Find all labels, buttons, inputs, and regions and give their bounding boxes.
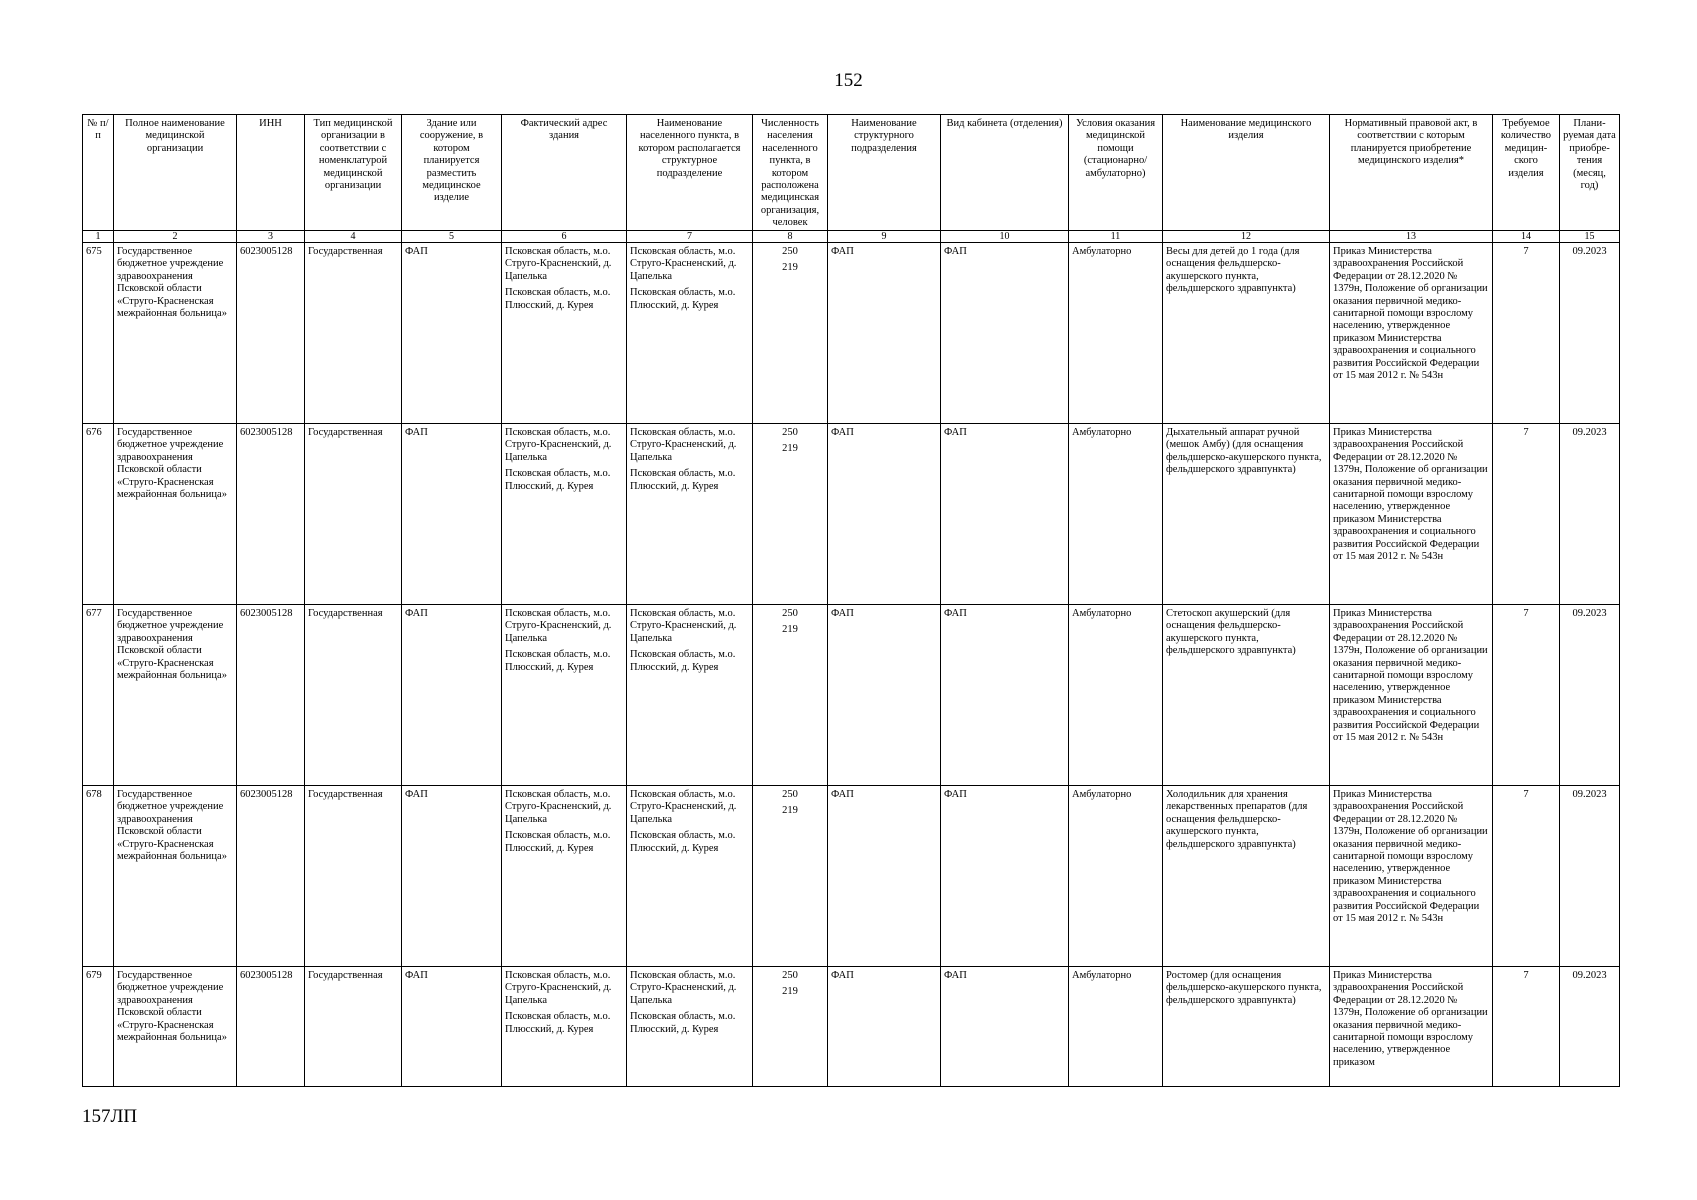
address-line: Псковская область, м.о. Плюсский, д. Курея: [505, 468, 611, 492]
col-number: 1: [83, 231, 114, 243]
locality-line: Псковская область, м.о. Струго-Красненский, д. Цапелька: [630, 427, 737, 463]
population-value: 219: [782, 805, 798, 817]
col-header: Наименование структурного подразделения: [828, 115, 941, 231]
locality-line: Псковская область, м.о. Плюсский, д. Курея: [630, 830, 736, 854]
device-name: Ростомер (для оснащения фельдшерско-акушерского пункта, фельдшерского здравпункта): [1163, 967, 1330, 1087]
org-name: Государственное бюджетное учреждение здравоохранения Псковской области «Струго-Красненская межрайонная больница»: [114, 605, 237, 786]
col-number: 4: [305, 231, 402, 243]
col-header: Вид кабинета (отделения): [941, 115, 1069, 231]
building: ФАП: [402, 243, 502, 424]
locality-line: Псковская область, м.о. Плюсский, д. Курея: [630, 468, 736, 492]
row-number: 675: [83, 243, 114, 424]
inn: 6023005128: [237, 243, 305, 424]
legal-act: Приказ Министерства здравоохранения Российской Федерации от 28.12.2020 № 1379н, Положение об организации оказания первичной медико-санитарной помощи взрослому населению, утвержденное приказом Министерства здравоохранения и социального развития Российской Федерации от 15 мая 2012 г. № 543н: [1330, 424, 1493, 605]
device-name: Стетоскоп акушерский (для оснащения фельдшерско-акушерского пункта, фельдшерского здравпункта): [1163, 605, 1330, 786]
table-row: [83, 967, 1620, 1087]
org-name: Государственное бюджетное учреждение здравоохранения Псковской области «Струго-Красненская межрайонная больница»: [114, 424, 237, 605]
table-row: [83, 786, 1620, 967]
cabinet: ФАП: [941, 786, 1069, 967]
column-number-row: [83, 231, 1620, 243]
locality-line: Псковская область, м.о. Струго-Красненский, д. Цапелька: [630, 246, 737, 282]
address-line: Псковская область, м.о. Струго-Красненский, д. Цапелька: [505, 427, 612, 463]
col-number: 11: [1069, 231, 1163, 243]
locality-line: Псковская область, м.о. Плюсский, д. Курея: [630, 287, 736, 311]
legal-act: Приказ Министерства здравоохранения Российской Федерации от 28.12.2020 № 1379н, Положение об организации оказания первичной медико-санитарной помощи взрослому населению, утвержденное приказом Министерства здравоохранения и социального развития Российской Федерации от 15 мая 2012 г. № 543н: [1330, 605, 1493, 786]
cabinet: ФАП: [941, 605, 1069, 786]
registry-table: [82, 114, 1620, 1087]
address-line: Псковская область, м.о. Струго-Красненский, д. Цапелька: [505, 789, 612, 825]
inn: 6023005128: [237, 424, 305, 605]
address-line: Псковская область, м.о. Плюсский, д. Курея: [505, 649, 611, 673]
col-number: 12: [1163, 231, 1330, 243]
device-name: Дыхательный аппарат ручной (мешок Амбу) (для оснащения фельдшерско-акушерского пункта, фельдшерского здравпункта): [1163, 424, 1330, 605]
col-header: ИНН: [237, 115, 305, 231]
population-value: 219: [782, 443, 798, 455]
address-line: Псковская область, м.о. Струго-Красненский, д. Цапелька: [505, 246, 612, 282]
quantity: 7: [1493, 243, 1560, 424]
col-header: Наименование населенного пункта, в котором располагается структурное подразделение: [627, 115, 753, 231]
quantity: 7: [1493, 424, 1560, 605]
population-value: 250: [782, 246, 798, 257]
col-header: Здание или сооружение, в котором планируется разместить медицинское изделие: [402, 115, 502, 231]
unit: ФАП: [828, 424, 941, 605]
address-cell: [502, 967, 627, 1087]
col-number: 10: [941, 231, 1069, 243]
locality-cell: [627, 243, 753, 424]
col-header: Полное наименование медицинской организации: [114, 115, 237, 231]
col-number: 3: [237, 231, 305, 243]
population-cell: [753, 967, 828, 1087]
quantity: 7: [1493, 786, 1560, 967]
population-value: 250: [782, 789, 798, 800]
cabinet: ФАП: [941, 424, 1069, 605]
population-value: 219: [782, 624, 798, 636]
address-cell: [502, 424, 627, 605]
population-value: 219: [782, 262, 798, 274]
unit: ФАП: [828, 243, 941, 424]
col-number: 8: [753, 231, 828, 243]
building: ФАП: [402, 424, 502, 605]
address-line: Псковская область, м.о. Плюсский, д. Курея: [505, 287, 611, 311]
device-name: Холодильник для хранения лекарственных препаратов (для оснащения фельдшерско-акушерского пункта, фельдшерского здравпункта): [1163, 786, 1330, 967]
unit: ФАП: [828, 605, 941, 786]
quantity: 7: [1493, 605, 1560, 786]
col-header: Фактический адрес здания: [502, 115, 627, 231]
org-type: Государственная: [305, 967, 402, 1087]
device-name: Весы для детей до 1 года (для оснащения фельдшерско-акушерского пункта, фельдшерского здравпункта): [1163, 243, 1330, 424]
col-number: 5: [402, 231, 502, 243]
inn: 6023005128: [237, 786, 305, 967]
locality-line: Псковская область, м.о. Плюсский, д. Курея: [630, 1011, 736, 1035]
col-header: Требуемое количество медицин-ского изделия: [1493, 115, 1560, 231]
cabinet: ФАП: [941, 243, 1069, 424]
locality-line: Псковская область, м.о. Струго-Красненский, д. Цапелька: [630, 789, 737, 825]
locality-cell: [627, 786, 753, 967]
document-code: 157ЛП: [82, 1106, 138, 1127]
population-cell: [753, 605, 828, 786]
address-line: Псковская область, м.о. Плюсский, д. Курея: [505, 1011, 611, 1035]
unit: ФАП: [828, 786, 941, 967]
building: ФАП: [402, 967, 502, 1087]
table-row: [83, 605, 1620, 786]
conditions: Амбулаторно: [1069, 243, 1163, 424]
conditions: Амбулаторно: [1069, 967, 1163, 1087]
legal-act: Приказ Министерства здравоохранения Российской Федерации от 28.12.2020 № 1379н, Положение об организации оказания первичной медико-санитарной помощи взрослому населению, утвержденное приказом: [1330, 967, 1493, 1087]
col-header: № п/п: [83, 115, 114, 231]
planned-date: 09.2023: [1560, 424, 1620, 605]
org-name: Государственное бюджетное учреждение здравоохранения Псковской области «Струго-Красненская межрайонная больница»: [114, 243, 237, 424]
inn: 6023005128: [237, 605, 305, 786]
row-number: 678: [83, 786, 114, 967]
org-type: Государственная: [305, 786, 402, 967]
unit: ФАП: [828, 967, 941, 1087]
org-type: Государственная: [305, 424, 402, 605]
conditions: Амбулаторно: [1069, 786, 1163, 967]
page-number: 152: [834, 70, 863, 91]
address-line: Псковская область, м.о. Струго-Красненский, д. Цапелька: [505, 970, 612, 1006]
population-cell: [753, 786, 828, 967]
planned-date: 09.2023: [1560, 967, 1620, 1087]
col-number: 2: [114, 231, 237, 243]
population-cell: [753, 243, 828, 424]
table-row: [83, 243, 1620, 424]
org-type: Государственная: [305, 605, 402, 786]
population-cell: [753, 424, 828, 605]
address-line: Псковская область, м.о. Струго-Красненский, д. Цапелька: [505, 608, 612, 644]
address-cell: [502, 605, 627, 786]
col-header: Тип медицинской организации в соответствии с номенклатурой медицинской организации: [305, 115, 402, 231]
col-number: 14: [1493, 231, 1560, 243]
locality-cell: [627, 424, 753, 605]
building: ФАП: [402, 786, 502, 967]
org-name: Государственное бюджетное учреждение здравоохранения Псковской области «Струго-Красненская межрайонная больница»: [114, 786, 237, 967]
table-row: [83, 424, 1620, 605]
cabinet: ФАП: [941, 967, 1069, 1087]
planned-date: 09.2023: [1560, 243, 1620, 424]
col-header: Наименование медицинского изделия: [1163, 115, 1330, 231]
address-line: Псковская область, м.о. Плюсский, д. Курея: [505, 830, 611, 854]
header-row: [83, 115, 1620, 231]
building: ФАП: [402, 605, 502, 786]
locality-line: Псковская область, м.о. Плюсский, д. Курея: [630, 649, 736, 673]
col-number: 7: [627, 231, 753, 243]
inn: 6023005128: [237, 967, 305, 1087]
population-value: 250: [782, 970, 798, 981]
population-value: 250: [782, 427, 798, 438]
planned-date: 09.2023: [1560, 786, 1620, 967]
conditions: Амбулаторно: [1069, 605, 1163, 786]
quantity: 7: [1493, 967, 1560, 1087]
address-cell: [502, 786, 627, 967]
population-value: 219: [782, 986, 798, 998]
org-name: Государственное бюджетное учреждение здравоохранения Псковской области «Струго-Красненская межрайонная больница»: [114, 967, 237, 1087]
legal-act: Приказ Министерства здравоохранения Российской Федерации от 28.12.2020 № 1379н, Положение об организации оказания первичной медико-санитарной помощи взрослому населению, утвержденное приказом Министерства здравоохранения и социального развития Российской Федерации от 15 мая 2012 г. № 543н: [1330, 243, 1493, 424]
row-number: 677: [83, 605, 114, 786]
col-number: 6: [502, 231, 627, 243]
address-cell: [502, 243, 627, 424]
row-number: 679: [83, 967, 114, 1087]
locality-cell: [627, 605, 753, 786]
legal-act: Приказ Министерства здравоохранения Российской Федерации от 28.12.2020 № 1379н, Положение об организации оказания первичной медико-санитарной помощи взрослому населению, утвержденное приказом Министерства здравоохранения и социального развития Российской Федерации от 15 мая 2012 г. № 543н: [1330, 786, 1493, 967]
col-header: Условия оказания медицинской помощи (стационарно/ амбулаторно): [1069, 115, 1163, 231]
col-header: Нормативный правовой акт, в соответствии с которым планируется приобретение медицинского изделия*: [1330, 115, 1493, 231]
planned-date: 09.2023: [1560, 605, 1620, 786]
org-type: Государственная: [305, 243, 402, 424]
col-header: Численность населения населенного пункта, в котором расположена медицинская организация, человек: [753, 115, 828, 231]
col-number: 15: [1560, 231, 1620, 243]
col-number: 13: [1330, 231, 1493, 243]
locality-line: Псковская область, м.о. Струго-Красненский, д. Цапелька: [630, 970, 737, 1006]
col-number: 9: [828, 231, 941, 243]
conditions: Амбулаторно: [1069, 424, 1163, 605]
population-value: 250: [782, 608, 798, 619]
locality-cell: [627, 967, 753, 1087]
col-header: Плани-руемая дата приобре-тения (месяц, год): [1560, 115, 1620, 231]
locality-line: Псковская область, м.о. Струго-Красненский, д. Цапелька: [630, 608, 737, 644]
row-number: 676: [83, 424, 114, 605]
